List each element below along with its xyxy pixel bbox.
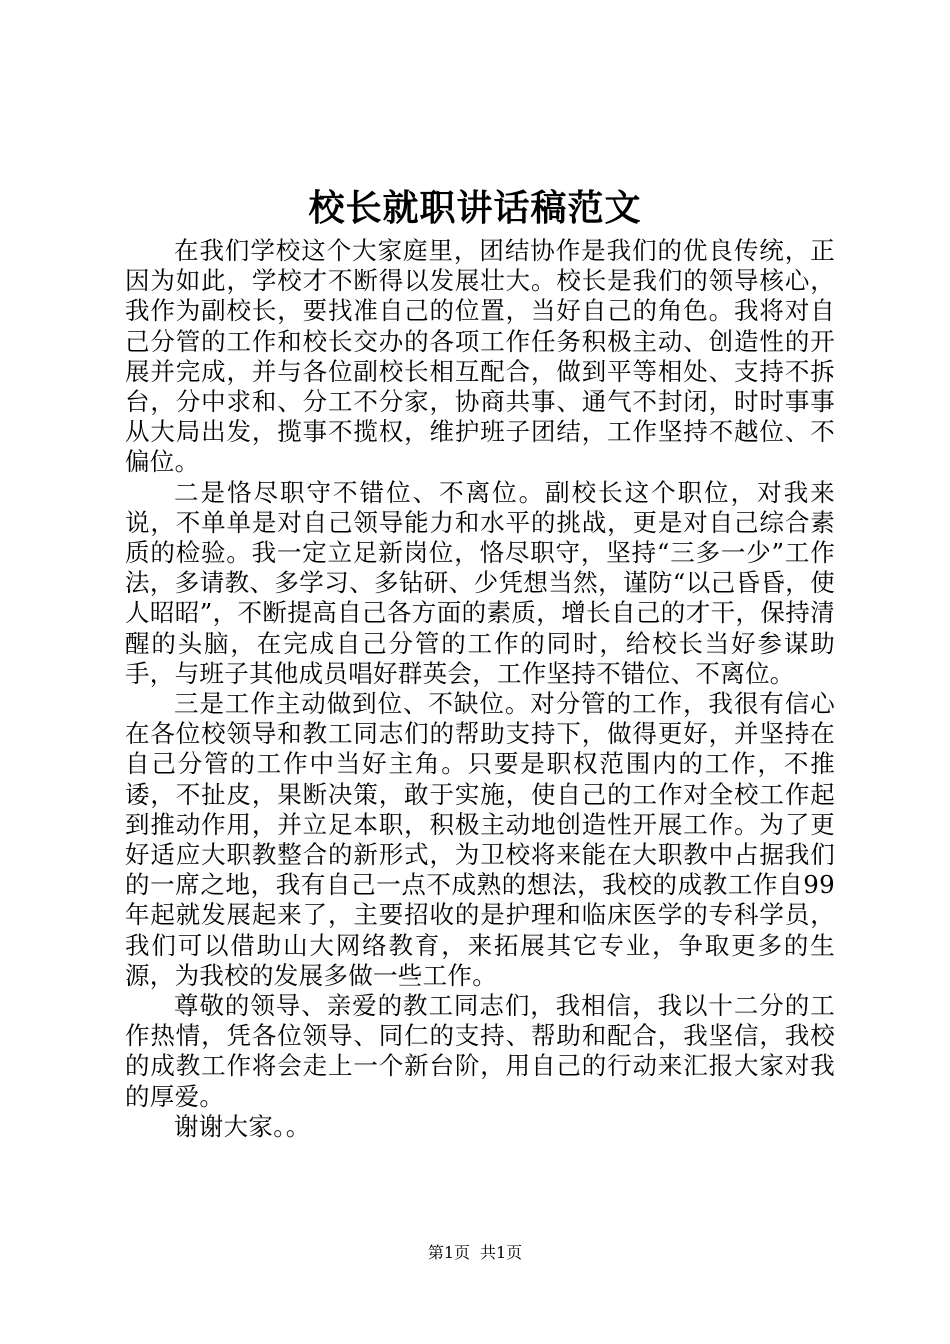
paragraph-1: 在我们学校这个大家庭里，团结协作是我们的优良传统，正因为如此，学校才不断得以发展壮大。校长是我们的领导核心，我作为副校长，要找准自己的位置，当好自己的角色。我将对自己分管的工作和校长交办的各项工作任务积极主动、创造性的开展并完成，并与各位副校长相互配合，做到平等相处、支持不拆台，分中求和、分工不分家，协商共事、通气不封闭，时时事事从大局出发，揽事不揽权，维护班子团结，工作坚持不越位、不偏位。 <box>125 236 835 477</box>
page-total: 共1页 <box>480 1243 523 1262</box>
page-number: 第1页 <box>427 1243 470 1262</box>
document-body <box>125 236 835 1142</box>
paragraph-2: 二是恪尽职守不错位、不离位。副校长这个职位，对我来说，不单单是对自己领导能力和水平的挑战，更是对自己综合素质的检验。我一定立足新岗位，恪尽职守，坚持“三多一少”工作法，多请教、多学习、多钻研、少凭想当然，谨防“以己昏昏，使人昭昭”，不断提高自己各方面的素质，增长自己的才干，保持清醒的头脑，在完成自己分管的工作的同时，给校长当好参谋助手，与班子其他成员唱好群英会，工作坚持不错位、不离位。 <box>125 477 835 688</box>
paragraph-4: 尊敬的领导、亲爱的教工同志们，我相信，我以十二分的工作热情，凭各位领导、同仁的支持、帮助和配合，我坚信，我校的成教工作将会走上一个新台阶，用自己的行动来汇报大家对我的厚爱。 <box>125 991 835 1111</box>
paragraph-3: 三是工作主动做到位、不缺位。对分管的工作，我很有信心在各位校领导和教工同志们的帮助支持下，做得更好，并坚持在自己分管的工作中当好主角。只要是职权范围内的工作，不推诿，不扯皮，果断决策，敢于实施，使自己的工作对全校工作起到推动作用，并立足本职，积极主动地创造性开展工作。为了更好适应大职教整合的新形式，为卫校将来能在大职教中占据我们的一席之地，我有自己一点不成熟的想法，我校的成教工作自99年起就发展起来了，主要招收的是护理和临床医学的专科学员，我们可以借助山大网络教育，来拓展其它专业，争取更多的生源，为我校的发展多做一些工作。 <box>125 689 835 990</box>
paragraph-5: 谢谢大家。。 <box>174 1111 311 1141</box>
page-footer <box>0 1243 950 1263</box>
document-title: 校长就职讲话稿范文 <box>308 187 642 229</box>
